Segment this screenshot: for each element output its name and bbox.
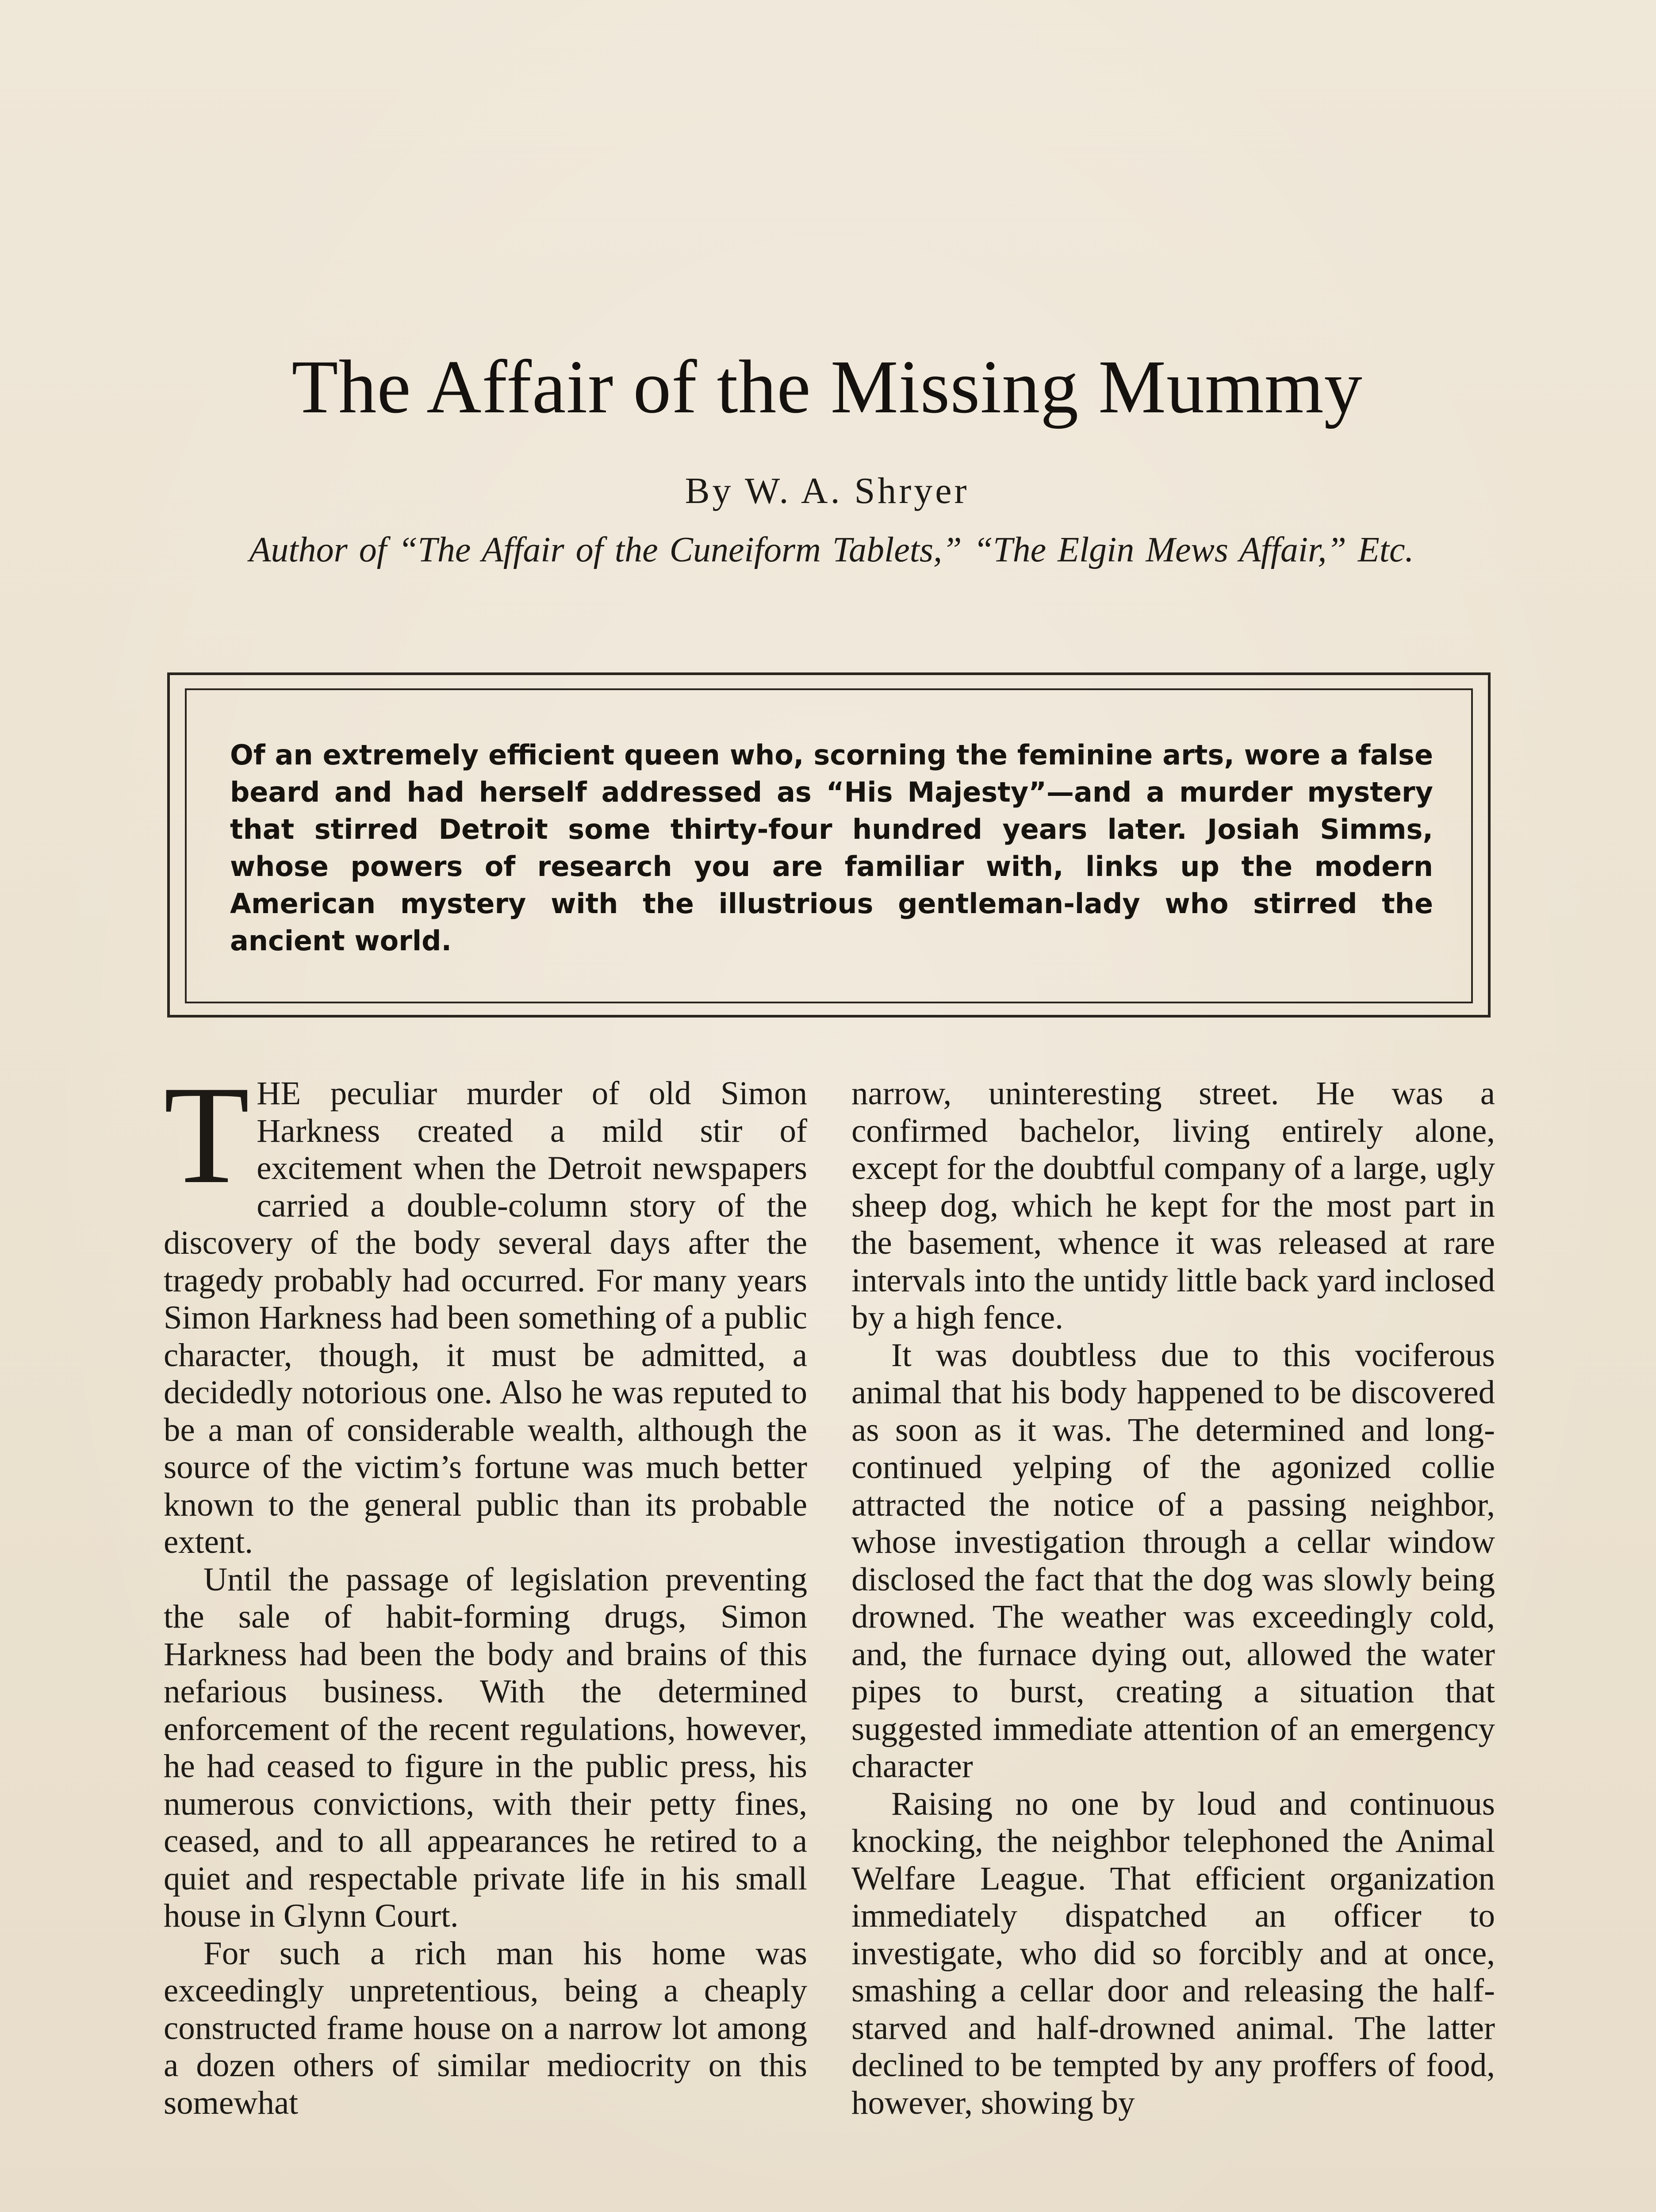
left-paragraph-3: For such a rich man his home was exceedingly unpretentious, being a cheaply constructed frame house on a narrow lot among a dozen others of similar mediocrity on this somewhat (164, 1935, 807, 2121)
right-column (851, 1075, 1495, 2122)
drop-cap: T (164, 1057, 250, 1213)
left-paragraph-2: Until the passage of legislation preventing the sale of habit-forming drugs, Simon Harkness had been the body and brains of this nefarious business. With the determined enforcement of the recent regulations, however, he had ceased to figure in the public press, his numerous convictions, with their petty fines, ceased, and to all appearances he retired to a quiet and respectable private life in his small house in Glynn Court. (164, 1561, 807, 1934)
left-paragraph-1 (164, 1057, 807, 1561)
author-credits: Author of “The Affair of the Cuneiform Tablets,” “The Elgin Mews Affair,” Etc. (249, 530, 1414, 569)
right-paragraph-2: It was doubtless due to this vociferous animal that his body happened to be discovered as soon as it was. The determined and long-continued yelping of the agonized collie attracted the notice of a passing neighbor, whose investigation through a cellar window disclosed the fact that the dog was slowly being drowned. The weather was exceedingly cold, and, the furnace dying out, allowed the water pipes to burst, creating a situation that suggested immediate attention of an emergency character (851, 1336, 1495, 1785)
left-column (164, 1057, 807, 2122)
blurb-text: Of an extremely efficient queen who, scorning the feminine arts, wore a false beard and had herself addressed as “His Majesty”—and a murder mystery that stirred Detroit some thirty-four hundred years later. Josiah Simms, whose powers of research you are familiar with, links up the modern American mystery with the illustrious gentleman-lady who stirred the ancient world. (230, 739, 1433, 957)
right-paragraph-3: Raising no one by loud and continuous knocking, the neighbor telephoned the Animal Welfare League. That efficient organization immediately dispatched an officer to investigate, who did so forcibly and at once, smashing a cellar door and releasing the half-starved and half-drowned animal. The latter declined to be tempted by any proffers of food, however, showing by (851, 1785, 1495, 2121)
article-byline: By W. A. Shryer (685, 470, 970, 511)
left-paragraph-1-text: HE peculiar murder of old Simon Harkness created a mild stir of excitement when the Detroit newspapers carried a double-column story of the discovery of the body several days after the tragedy probably had occurred. For many years Simon Harkness had been something of a public character, though, it must be admitted, a decidedly notorious one. Also he was reputed to be a man of considerable wealth, although the source of the victim’s fortune was much better known to the general public than its probable extent. (164, 1075, 807, 1560)
right-paragraph-1: narrow, uninteresting street. He was a confirmed bachelor, living entirely alone, except for the doubtful company of a large, ugly sheep dog, which he kept for the most part in the basement, whence it was released at rare intervals into the untidy little back yard inclosed by a high fence. (851, 1075, 1495, 1336)
article-title: The Affair of the Missing Mummy (291, 345, 1363, 429)
